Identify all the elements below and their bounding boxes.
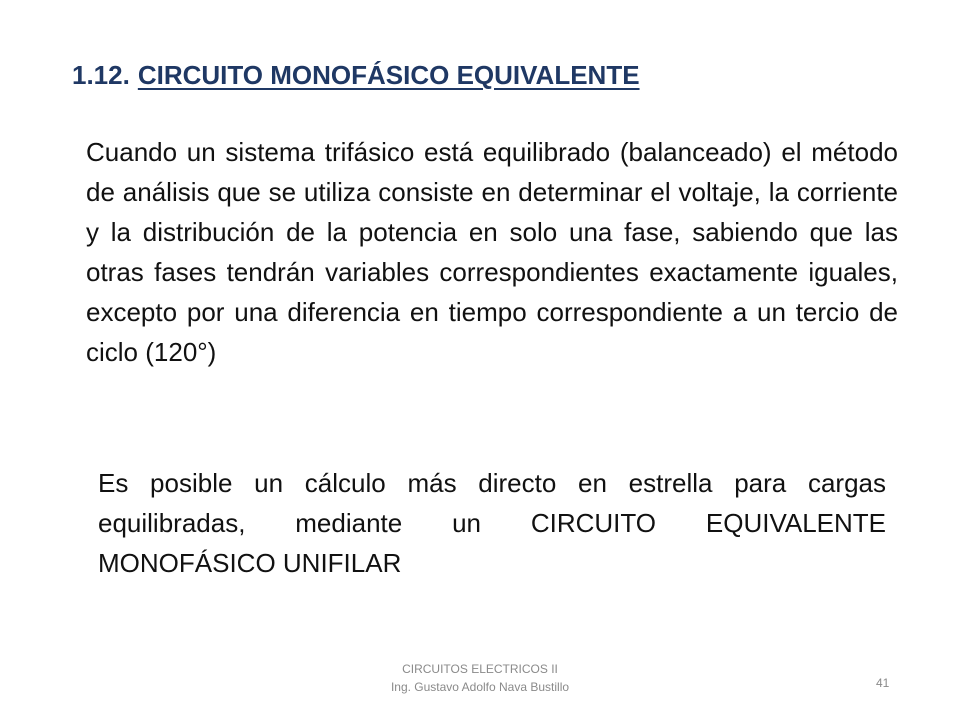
title-number: 1.12. [72,60,130,90]
title-text: CIRCUITO MONOFÁSICO EQUIVALENTE [137,60,640,90]
paragraph-equivalent-circuit: Es posible un cálculo más directo en estrella para cargas equilibradas, mediante un CIRCUITO EQUIVALENTE MONOFÁSICO UNIFILAR [98,468,886,578]
slide-title [72,60,640,91]
page-number: 41 [876,676,890,690]
paragraph-balanced-system: Cuando un sistema trifásico está equilibrado (balanceado) el método de análisis que se utiliza consiste en determinar el voltaje, la corriente y la distribución de la potencia en solo una fase, sabiendo que las otras fases tendrán variables correspondientes exactamente iguales, excepto por una diferencia en tiempo correspondiente a un tercio de ciclo (120°) [86,137,898,367]
footer-course: CIRCUITOS ELECTRICOS II [402,662,558,676]
footer [300,660,660,696]
footer-author: Ing. Gustavo Adolfo Nava Bustillo [390,680,570,694]
